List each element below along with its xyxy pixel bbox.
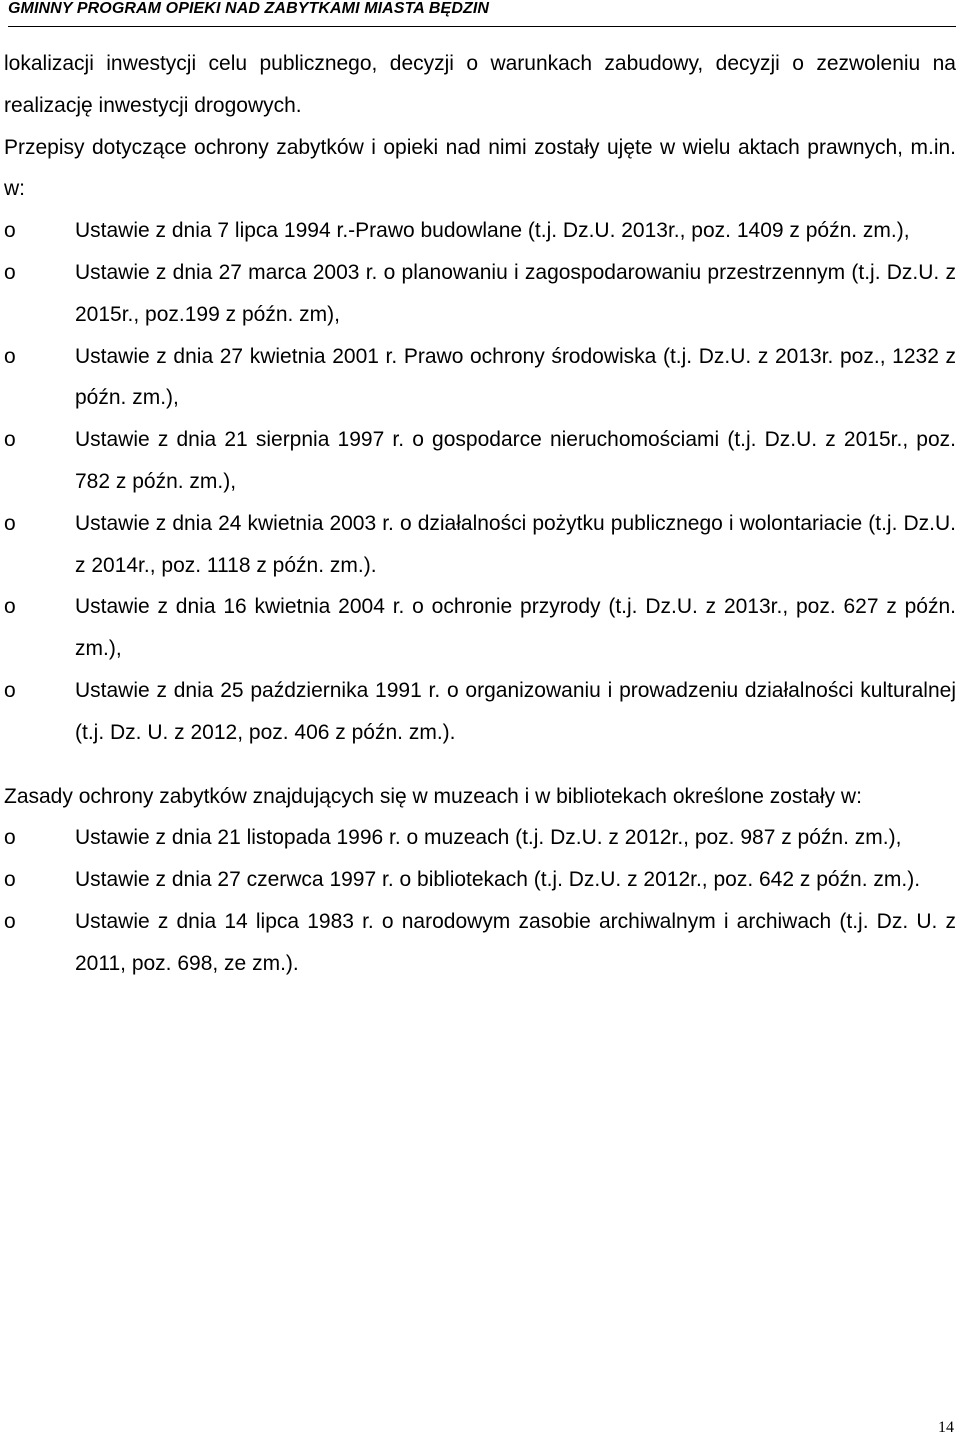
page-number: 14 (938, 1419, 954, 1436)
legal-acts-paragraph: Przepisy dotyczące ochrony zabytków i opieki nad nimi zostały ujęte w wielu aktach prawnych, m.in. w: (4, 135, 956, 201)
list-item (4, 252, 956, 336)
list-item-text: Ustawie z dnia 27 kwietnia 2001 r. Prawo ochrony środowiska (t.j. Dz.U. z 2013r. poz., 1232 z późn. zm.), (75, 344, 956, 410)
document-body (4, 43, 956, 985)
list-item-text: Ustawie z dnia 7 lipca 1994 r.-Prawo budowlane (t.j. Dz.U. 2013r., poz. 1409 z późn. zm.), (75, 219, 910, 243)
list-item-text: Ustawie z dnia 21 listopada 1996 r. o muzeach (t.j. Dz.U. z 2012r., poz. 987 z późn. zm.), (75, 826, 902, 850)
bullet-icon: o (4, 260, 16, 284)
list-item-text: Ustawie z dnia 25 października 1991 r. o organizowaniu i prowadzeniu działalności kulturalnej (t.j. Dz. U. z 2012, poz. 406 z późn. zm.). (75, 678, 956, 744)
list-item (4, 859, 956, 901)
legal-acts-list (4, 210, 956, 753)
list-item (4, 419, 956, 503)
list-item-text: Ustawie z dnia 21 sierpnia 1997 r. o gospodarce nieruchomościami (t.j. Dz.U. z 2015r., poz. 782 z późn. zm.), (75, 428, 956, 493)
list-item-text: Ustawie z dnia 16 kwietnia 2004 r. o ochronie przyrody (t.j. Dz.U. z 2013r., poz. 627 z późn. zm.), (75, 595, 956, 661)
list-item-text: Ustawie z dnia 27 marca 2003 r. o planowaniu i zagospodarowaniu przestrzennym (t.j. Dz.U. z 2015r., poz.199 z późn. zm), (75, 260, 956, 326)
list-item (4, 670, 956, 754)
page-header (8, 0, 956, 27)
list-item (4, 503, 956, 587)
intro-paragraph: lokalizacji inwestycji celu publicznego, decyzji o warunkach zabudowy, decyzji o zezwoleniu na realizację inwestycji drogowych. (4, 52, 956, 117)
list-item (4, 817, 956, 859)
list-item-text: Ustawie z dnia 24 kwietnia 2003 r. o działalności pożytku publicznego i wolontariacie (t.j. Dz.U. z 2014r., poz. 1118 z późn. zm.). (75, 511, 956, 577)
bullet-icon: o (4, 826, 16, 850)
bullet-icon: o (4, 344, 16, 368)
bullet-icon: o (4, 511, 16, 535)
museum-library-paragraph: Zasady ochrony zabytków znajdujących się w muzeach i w bibliotekach określone zostały w: (4, 784, 862, 808)
museum-library-acts-list (4, 817, 956, 984)
bullet-icon: o (4, 428, 16, 452)
bullet-icon: o (4, 595, 16, 619)
bullet-icon: o (4, 868, 16, 892)
list-item-text: Ustawie z dnia 27 czerwca 1997 r. o bibliotekach (t.j. Dz.U. z 2012r., poz. 642 z późn. zm.). (75, 868, 921, 892)
header-title: GMINNY PROGRAM OPIEKI NAD ZABYTKAMI MIASTA BĘDZIN (8, 0, 490, 17)
list-item (4, 210, 956, 252)
list-item-text: Ustawie z dnia 14 lipca 1983 r. o narodowym zasobie archiwalnym i archiwach (t.j. Dz. U. z 2011, poz. 698, ze zm.). (75, 909, 956, 975)
bullet-icon: o (4, 678, 16, 702)
list-item (4, 336, 956, 420)
list-item (4, 901, 956, 985)
bullet-icon: o (4, 909, 16, 933)
list-item (4, 586, 956, 670)
bullet-icon: o (4, 219, 16, 243)
